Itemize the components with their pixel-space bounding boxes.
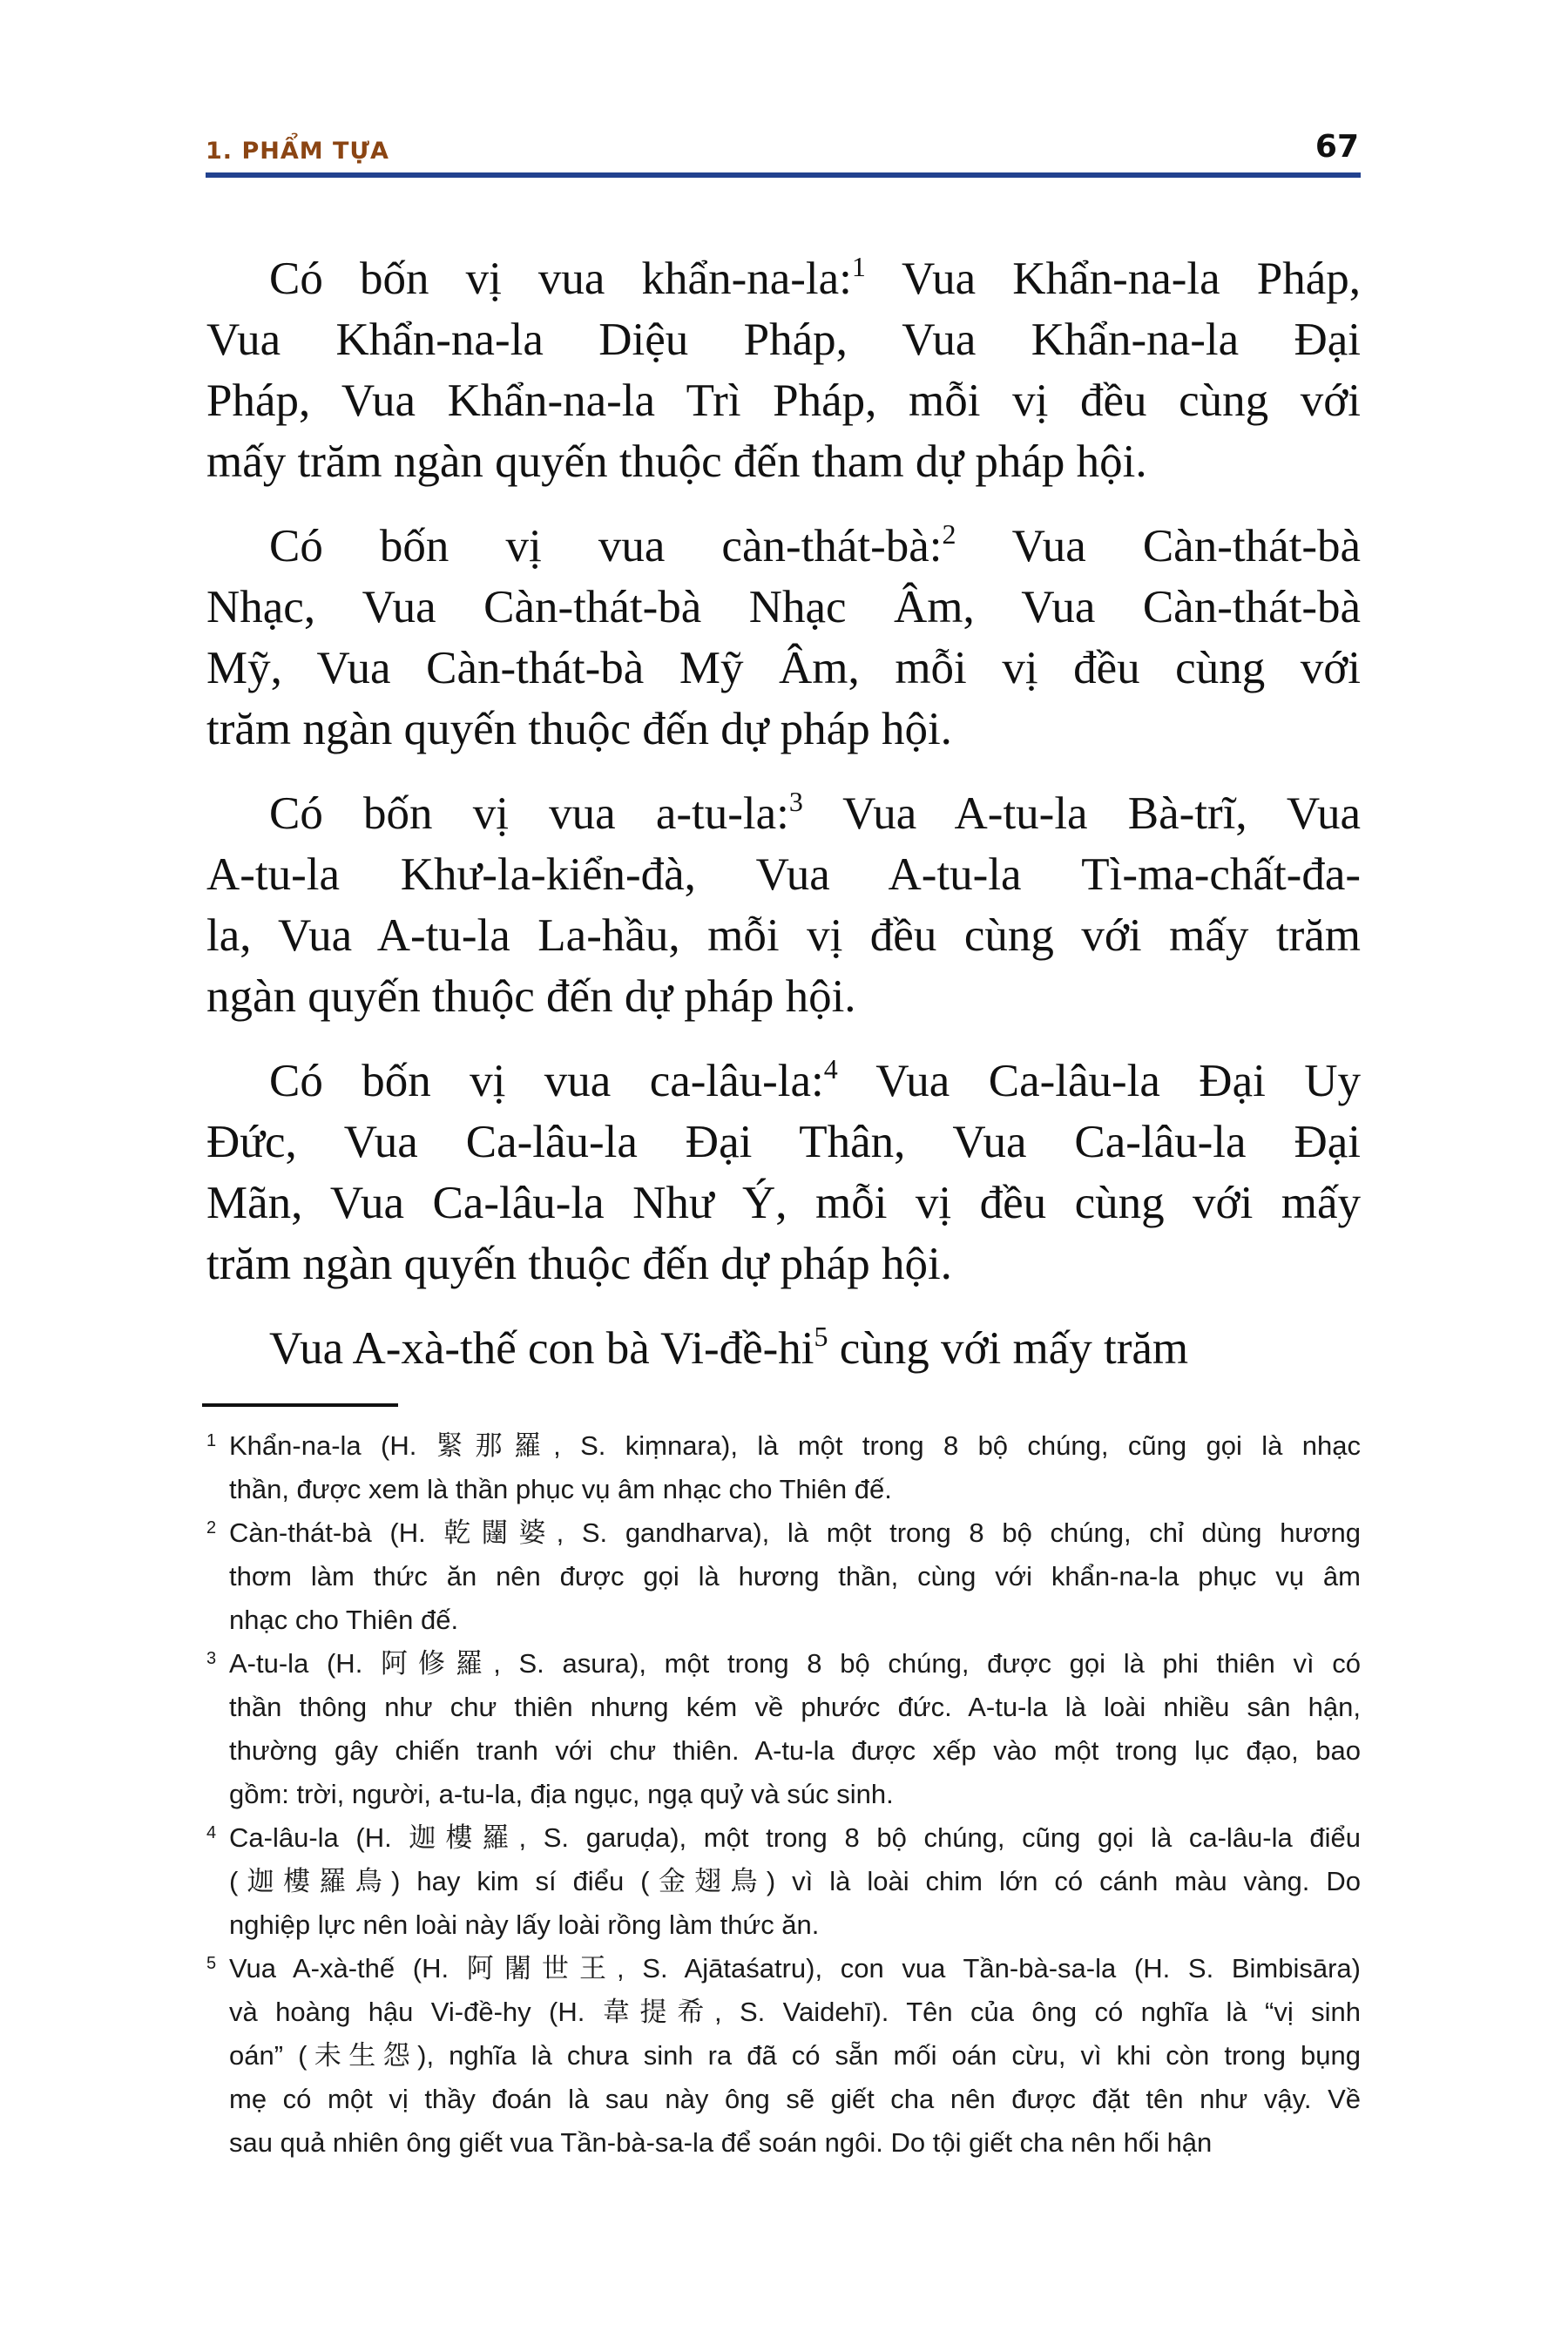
footnote-line: 1 Khẩn-na-la (H. 緊那羅, S. kiṃnara), là một trong 8 bộ chúng, cũng gọi là nhạc	[206, 1430, 1361, 1461]
footnote-text: và hoàng hậu Vi-đề-hy (H. 韋提希, S. Vaidehī). Tên của ông có nghĩa là “vị sinh	[229, 1997, 1361, 2027]
body-paragraph	[206, 516, 1361, 760]
text-segment: A-tu-la Khư-la-kiển-đà, Vua A-tu-la Tì-ma-chất-đa-	[206, 849, 1361, 900]
text-line	[206, 1051, 1361, 1112]
footnote-line	[206, 1990, 1361, 2034]
footnote-line	[206, 1860, 1361, 1903]
text-segment: Vua A-tu-la Bà-trĩ, Vua	[802, 788, 1361, 839]
text-segment: Vua Càn-thát-bà	[956, 521, 1361, 571]
text-line	[206, 1233, 1361, 1294]
footnote-text: thơm làm thức ăn nên được gọi là hương thần, cùng với khẩn-na-la phục vụ âm	[229, 1561, 1361, 1592]
footnote-line	[206, 1773, 1361, 1816]
running-header	[206, 129, 1361, 167]
footnote-text: thường gây chiến tranh với chư thiên. A-tu-la được xếp vào một trong lục đạo, bao	[229, 1735, 1361, 1766]
text-line	[206, 370, 1361, 431]
text-line	[206, 431, 1361, 492]
text-line	[206, 1112, 1361, 1173]
footnote-4	[206, 1816, 1361, 1947]
text-segment: trăm ngàn quyến thuộc đến dự pháp hội.	[206, 704, 952, 754]
text-segment: Đức, Vua Ca-lâu-la Đại Thân, Vua Ca-lâu-la Đại	[206, 1117, 1361, 1167]
chapter-title: 1. PHẨM TỰA	[206, 138, 389, 165]
footnote-separator	[202, 1403, 398, 1407]
text-line	[206, 248, 1361, 309]
text-line	[206, 844, 1361, 905]
footnote-line	[206, 1598, 1361, 1642]
text-segment: mấy trăm ngàn quyến thuộc đến tham dự pháp hội.	[206, 436, 1147, 487]
body-paragraph	[206, 783, 1361, 1027]
footnote-reference[interactable]: 5	[814, 1321, 828, 1352]
footnote-text: (迦樓羅鳥) hay kim sí điểu (金翅鳥) vì là loài chim lớn có cánh màu vàng. Do	[229, 1866, 1361, 1896]
text-line	[206, 638, 1361, 699]
footnote-text: Vua A-xà-thế (H. 阿闍世王, S. Ajātaśatru), con vua Tần-bà-sa-la (H. S. Bimbisāra)	[229, 1953, 1361, 1984]
footnote-text: A-tu-la (H. 阿修羅, S. asura), một trong 8 bộ chúng, được gọi là phi thiên vì có	[229, 1648, 1361, 1679]
text-segment: Mỹ, Vua Càn-thát-bà Mỹ Âm, mỗi vị đều cùng với	[206, 643, 1361, 693]
footnote-1	[206, 1424, 1361, 1511]
text-segment: ngàn quyến thuộc đến dự pháp hội.	[206, 971, 856, 1022]
footnote-line: 2 Càn-thát-bà (H. 乾闥婆, S. gandharva), là một trong 8 bộ chúng, chỉ dùng hương	[206, 1517, 1361, 1548]
text-line	[206, 577, 1361, 638]
text-segment: Vua Khẩn-na-la Pháp,	[865, 253, 1362, 304]
text-line	[206, 516, 1361, 577]
text-segment: Vua Khẩn-na-la Diệu Pháp, Vua Khẩn-na-la Đại	[206, 314, 1361, 365]
body-text	[206, 248, 1361, 1402]
text-segment: la, Vua A-tu-la La-hầu, mỗi vị đều cùng với mấy trăm	[206, 910, 1361, 961]
text-segment: Có bốn vị vua khẩn-na-la:	[269, 253, 852, 304]
text-segment: Vua Ca-lâu-la Đại Uy	[837, 1056, 1361, 1106]
text-segment: cùng với mấy trăm	[828, 1323, 1189, 1374]
text-segment: Có bốn vị vua càn-thát-bà:	[269, 521, 943, 571]
footnote-text: Khẩn-na-la (H. 緊那羅, S. kiṃnara), là một trong 8 bộ chúng, cũng gọi là nhạc	[229, 1430, 1361, 1461]
footnote-line	[206, 1729, 1361, 1773]
footnote-text: oán” (未生怨), nghĩa là chưa sinh ra đã có sẵn mối oán cừu, vì khi còn trong bụng	[229, 2040, 1361, 2071]
footnote-text: nghiệp lực nên loài này lấy loài rồng làm thức ăn.	[229, 1909, 820, 1940]
text-line	[206, 1173, 1361, 1233]
footnote-text: mẹ có một vị thầy đoán là sau này ông sẽ giết cha nên được đặt tên như vậy. Về	[229, 2084, 1361, 2114]
text-segment: Có bốn vị vua ca-lâu-la:	[269, 1056, 824, 1106]
footnote-3	[206, 1642, 1361, 1816]
page-number: 67	[1315, 129, 1359, 165]
text-line	[206, 905, 1361, 966]
footnote-line	[206, 1555, 1361, 1598]
footnote-line	[206, 1686, 1361, 1729]
footnote-line	[206, 2121, 1361, 2165]
text-segment: Vua A-xà-thế con bà Vi-đề-hi	[269, 1323, 814, 1374]
footnote-line: 5 Vua A-xà-thế (H. 阿闍世王, S. Ajātaśatru), con vua Tần-bà-sa-la (H. S. Bimbisāra)	[206, 1953, 1361, 1984]
text-segment: Có bốn vị vua a-tu-la:	[269, 788, 789, 839]
text-line	[206, 1318, 1361, 1379]
footnote-line: 4 Ca-lâu-la (H. 迦樓羅, S. garuḍa), một trong 8 bộ chúng, cũng gọi là ca-lâu-la điểu	[206, 1822, 1361, 1853]
footnote-reference[interactable]: 1	[851, 251, 866, 282]
footnote-text: sau quả nhiên ông giết vua Tần-bà-sa-la để soán ngôi. Do tội giết cha nên hối hận	[229, 2127, 1213, 2158]
footnote-line	[206, 1468, 1361, 1511]
text-segment: Mãn, Vua Ca-lâu-la Như Ý, mỗi vị đều cùng với mấy	[206, 1178, 1361, 1228]
footnote-reference[interactable]: 3	[788, 786, 803, 817]
footnotes	[206, 1424, 1361, 2165]
text-segment: Pháp, Vua Khẩn-na-la Trì Pháp, mỗi vị đều cùng với	[206, 375, 1361, 426]
text-line	[206, 699, 1361, 760]
footnote-line	[206, 1903, 1361, 1947]
text-segment: trăm ngàn quyến thuộc đến dự pháp hội.	[206, 1239, 952, 1289]
text-segment: Nhạc, Vua Càn-thát-bà Nhạc Âm, Vua Càn-thát-bà	[206, 582, 1361, 632]
footnote-line: 3 A-tu-la (H. 阿修羅, S. asura), một trong 8 bộ chúng, được gọi là phi thiên vì có	[206, 1648, 1361, 1679]
footnote-text: Càn-thát-bà (H. 乾闥婆, S. gandharva), là một trong 8 bộ chúng, chỉ dùng hương	[229, 1517, 1361, 1548]
footnote-text: nhạc cho Thiên đế.	[229, 1605, 459, 1635]
body-paragraph	[206, 1318, 1361, 1379]
text-line	[206, 966, 1361, 1027]
footnote-5	[206, 1947, 1361, 2165]
text-line	[206, 783, 1361, 844]
footnote-line	[206, 2034, 1361, 2078]
body-paragraph	[206, 248, 1361, 492]
footnote-text: thần thông như chư thiên nhưng kém về phước đức. A-tu-la là loài nhiều sân hận,	[229, 1692, 1361, 1722]
footnote-text: gồm: trời, người, a-tu-la, địa ngục, ngạ quỷ và súc sinh.	[229, 1779, 894, 1809]
text-line	[206, 309, 1361, 370]
footnote-text: Ca-lâu-la (H. 迦樓羅, S. garuḍa), một trong 8 bộ chúng, cũng gọi là ca-lâu-la điểu	[229, 1822, 1361, 1853]
body-paragraph	[206, 1051, 1361, 1294]
footnote-text: thần, được xem là thần phục vụ âm nhạc cho Thiên đế.	[229, 1474, 892, 1504]
header-rule	[206, 172, 1361, 178]
footnote-2	[206, 1511, 1361, 1642]
footnote-reference[interactable]: 4	[823, 1053, 838, 1085]
footnote-reference[interactable]: 2	[942, 518, 956, 550]
footnote-line	[206, 2078, 1361, 2121]
